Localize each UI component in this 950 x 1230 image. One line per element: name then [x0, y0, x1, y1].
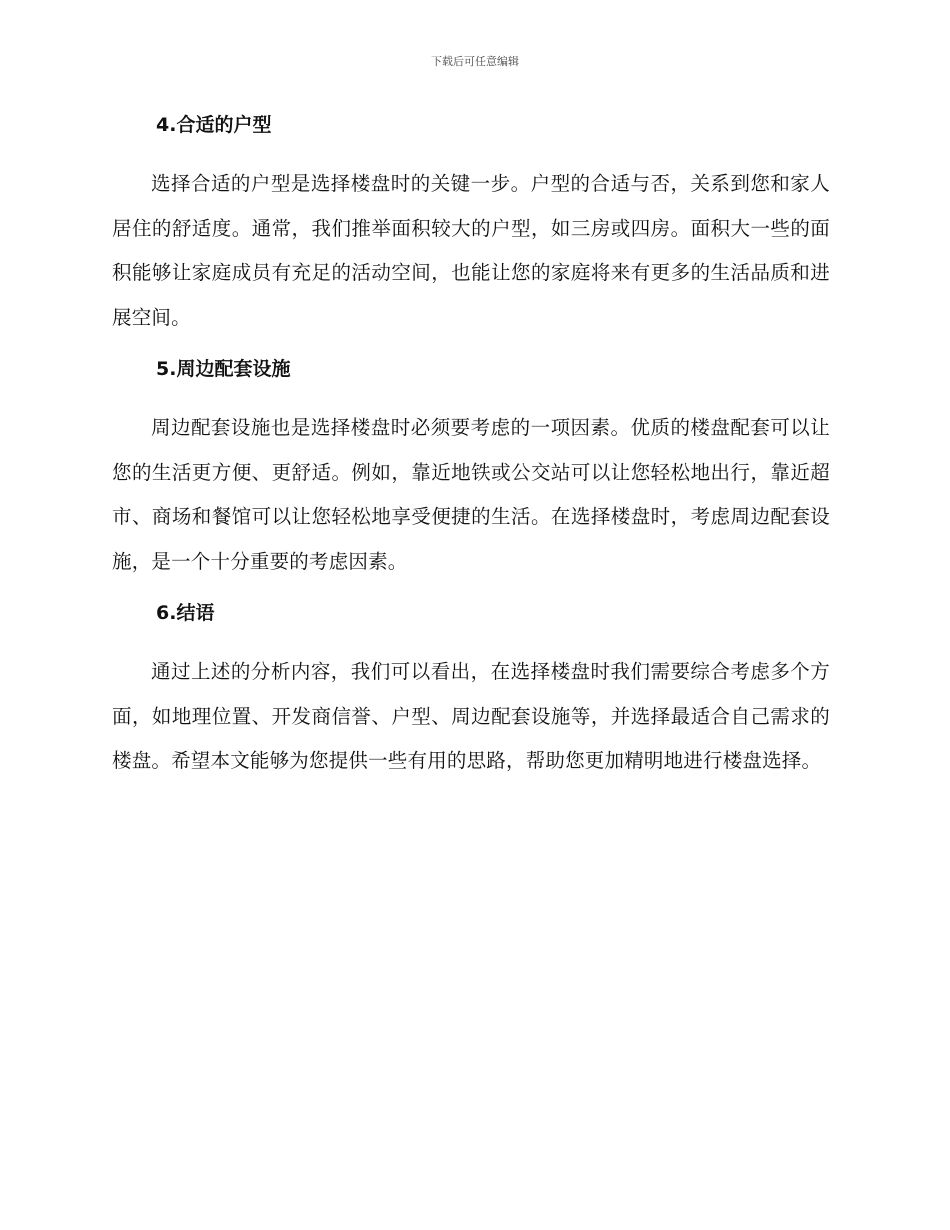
- section-amenities: [112, 354, 830, 584]
- section-conclusion: [112, 598, 830, 784]
- section-floor-plan: [112, 110, 830, 340]
- document-body: [112, 110, 830, 798]
- section-paragraph: 通过上述的分析内容，我们可以看出，在选择楼盘时我们需要综合考虑多个方面，如地理位置、开发商信誉、户型、周边配套设施等，并选择最适合自己需求的楼盘。希望本文能够为您提供一些有用的思路，帮助您更加精明地进行楼盘选择。: [112, 660, 830, 772]
- section-heading: 4.合适的户型: [156, 114, 272, 136]
- section-heading: 6.结语: [156, 602, 215, 624]
- section-paragraph: 选择合适的户型是选择楼盘时的关键一步。户型的合适与否，关系到您和家人居住的舒适度。通常，我们推举面积较大的户型，如三房或四房。面积大一些的面积能够让家庭成员有充足的活动空间，也能让您的家庭将来有更多的生活品质和进展空间。: [112, 172, 830, 329]
- section-paragraph: 周边配套设施也是选择楼盘时必须要考虑的一项因素。优质的楼盘配套可以让您的生活更方便、更舒适。例如，靠近地铁或公交站可以让您轻松地出行，靠近超市、商场和餐馆可以让您轻松地享受便捷的生活。在选择楼盘时，考虑周边配套设施，是一个十分重要的考虑因素。: [112, 416, 830, 573]
- page-header: 下载后可任意编辑: [431, 55, 519, 68]
- section-heading: 5.周边配套设施: [156, 358, 291, 380]
